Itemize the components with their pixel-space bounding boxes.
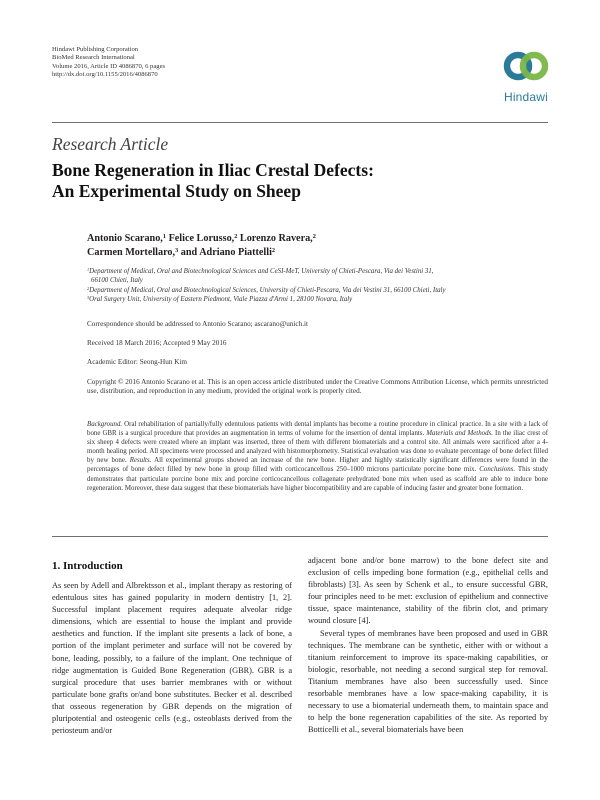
affiliation-item: $^1$Department of Medical, Oral and Biotechnological Sciences and CeSI-MeT, University of Chieti-Pescara, Via dei Vestini 31, [87,267,434,275]
affiliation-item: $^2$Department of Medical, Oral and Biotechnological Sciences, University of Chieti-Pescara, Via dei Vestini 31, 66100 Chieti, Italy [87,285,446,294]
abstract-results: All experimental groups showed an increase of the new bone. Higher and highly statistically significant differences were found in the percentages of bone defect filled by new bone in group filled with corticocancellous 250–1000 microns particulate porcine bone mix. [87,457,549,474]
author-name: Antonio Scarano, [87,233,163,244]
title-line-2: An Experimental Study on Sheep [52,181,301,201]
author-name: Felice Lorusso, [166,233,235,244]
journal-name: BioMed Research International [52,54,135,62]
header-divider [52,122,548,123]
abstract-methods: In the iliac crest of six sheep 4 defects were created where an implant was inserted, three of them with different biomaterials and a control site. All animals were sacrificed after a 4-month healing period. All specimens were processed and analyzed with histomorphometry. Statistical evaluation was done to evaluate percentage of bone defect filled by new bone. [87,430,549,465]
title-line-1: Bone Regeneration in Iliac Crestal Defects: [52,160,374,180]
volume-info: Volume 2016, Article ID 4086870, 6 pages [52,62,166,70]
author-list [87,232,527,260]
author-line-1 [87,232,527,246]
affiliation-mark: 1 [162,233,167,241]
affiliation-mark: 2 [312,233,316,241]
paragraph: As seen by Adell and Albrektsson et al., implant therapy as restoring of edentulous sites has gained popularity in modern dentistry [1, 2]. Successful implant placement requires adequate alveolar ridge dimensions, which are essential to house the implant and provide aesthetics and function. If the implant site presents a lack of bone, a portion of the implant perimeter and surface will not be covered by bone, leading, possibly, to a failure of the implant. One technique of ridge augmentation is Guided Bone Regeneration (GBR). GBR is a surgical procedure that uses barrier membranes with or without particulate bone grafts or/and bone substitutes. Becker et al. described that osseous regeneration by GBR depends on the migration of pluripotential and osteogenic cells (e.g., osteoblasts derived from the periosteum and/or [52,581,292,736]
affiliation-item: 66100 Chieti, Italy [91,277,143,285]
left-column [52,580,292,737]
section-heading: 1. Introduction [52,560,123,572]
abstract-label-methods: Materials and Methods. [426,430,493,438]
copyright-notice: Copyright © 2016 Antonio Scarano et al. This is an open access article distributed under the Creative Commons Attribution License, which permits unrestricted use, distribution, and reproduction in any medium, provided the original work is properly cited. [87,378,548,396]
affiliation-mark: 3 [175,247,179,255]
publisher-name: Hindawi Publishing Corporation [52,46,139,53]
affiliation-mark: 2 [234,233,238,241]
doi-link[interactable]: http://dx.doi.org/10.1155/2016/4086870 [52,70,158,78]
affiliations [87,267,547,305]
received-dates: Received 18 March 2016; Accepted 9 May 2016 [87,339,227,347]
abstract-label-background: Background. [87,421,123,428]
affiliation-mark: 2 [271,247,276,255]
affiliation-item: $^3$Oral Surgery Unit, University of Eastern Piedmont, Viale Piazza d'Armi 1, 28100 Novara, Italy [87,295,353,304]
author-name: and Adriano Piattelli [178,247,272,258]
paragraph: adjacent bone and/or bone marrow) to the bone defect site and exclusion of cells impeding bone formation (e.g., epithelial cells and fibroblasts) [3]. As seen by Schenk et al., to ensure successful GBR, four principles need to be met: exclusion of epithelium and connective tissue, space maintenance, stability of the fibrin clot, and primary wound closure [4]. [308,556,548,626]
paragraph: Several types of membranes have been proposed and used in GBR techniques. The membrane can be synthetic, either with or without a titanium reinforcement to improve its space-making capabilities, or biologic, resorbable, not needing a second surgical step for removal. Titanium membranes have also been successfully used. Since resorbable membranes have a low space-making capability, it is necessary to use a biomaterial underneath them, to maintain space and to help the bone regeneration capabilities of the site. As reported by Botticelli et al., several biomaterials have been [308,628,548,735]
abstract-label-conclusions: Conclusions. [479,466,516,474]
right-column [308,555,548,736]
abstract-background: Oral rehabilitation of partially/fully edentulous patients with dental implants has become a routine procedure in clinical practice. In a site with a lack of bone GBR is a surgical procedure that provides an augmentation in terms of volume for the insertion of dental implants. [87,421,548,438]
author-line-2 [87,246,527,260]
publication-info [52,46,165,79]
abstract [87,420,548,493]
author-name: Carmen Mortellaro, [87,247,176,258]
abstract-conclusions: This study demonstrates that particulate porcine bone mix and porcine corticocancellous collagenate prehydrated bone mix when used as scaffold are able to induce bone regeneration. Moreover, these data suggest that these biomaterials have higher biocompatibility and are capable of inducing faster and greater bone formation. [87,466,548,492]
author-name: Lorenzo Ravera, [237,233,313,244]
correspondence: Correspondence should be addressed to Antonio Scarano; ascarano@unich.it [87,320,308,328]
logo-wordmark: Hindawi [503,90,549,104]
abstract-label-results: Results. [129,457,152,465]
article-type: Research Article [52,134,169,154]
article-title [52,160,532,202]
abstract-divider [52,536,548,537]
academic-editor: Academic Editor: Seong-Hun Kim [87,358,188,366]
